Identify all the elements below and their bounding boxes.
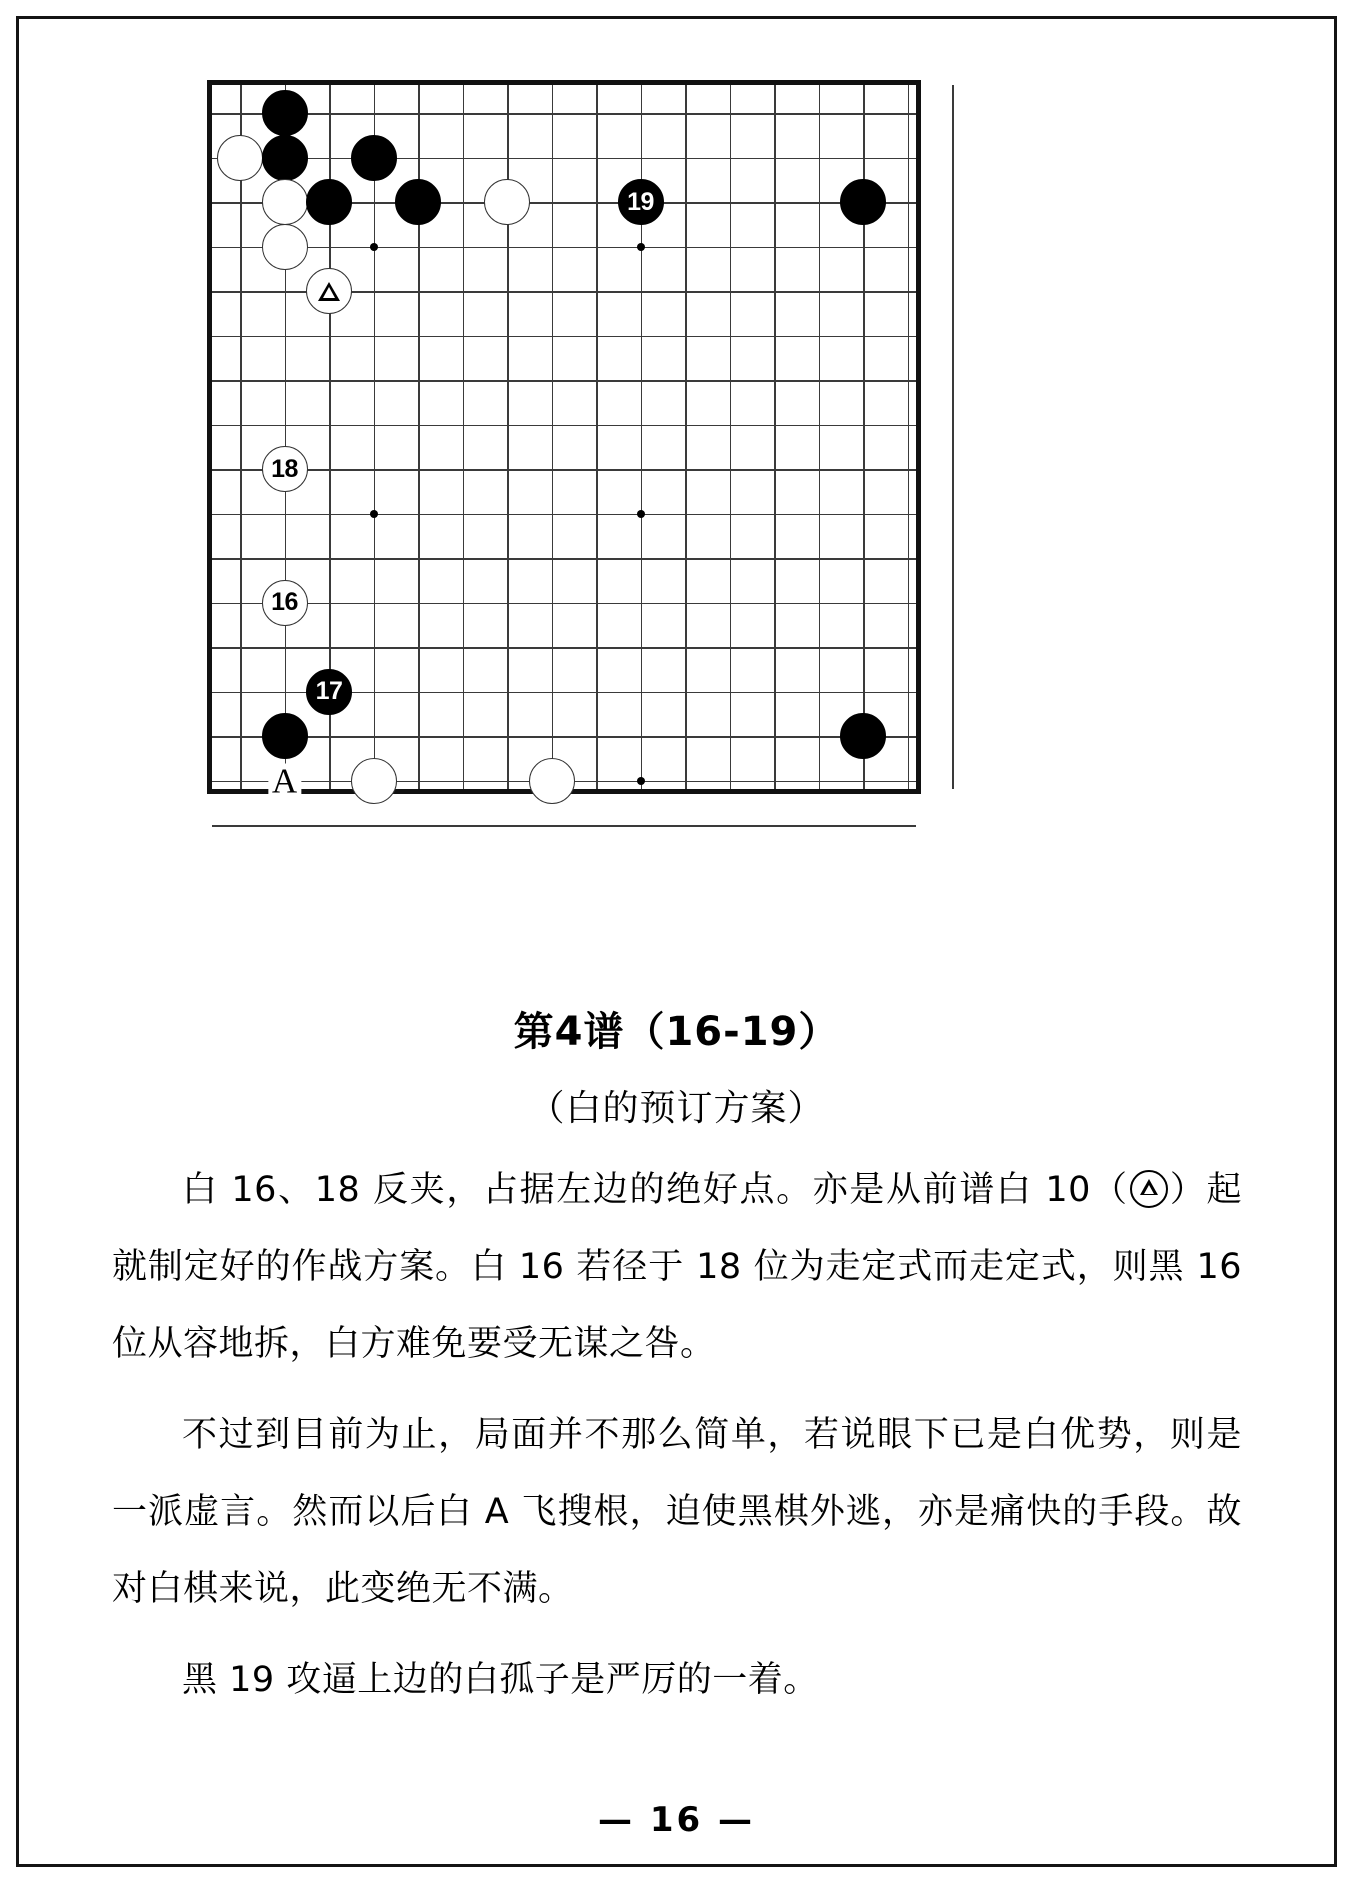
- grid-line-vertical: [463, 85, 465, 789]
- grid-line-vertical: [819, 85, 821, 789]
- star-point: [370, 510, 378, 518]
- stone-white[interactable]: [351, 758, 397, 804]
- star-point: [637, 243, 645, 251]
- stone-white[interactable]: [217, 135, 263, 181]
- stone-black[interactable]: [262, 90, 308, 136]
- grid-line-horizontal: [212, 736, 916, 738]
- inline-triangle-marker-icon: [1130, 1170, 1168, 1208]
- grid-line-horizontal: [212, 558, 916, 560]
- grid-line-horizontal: [212, 514, 916, 516]
- grid-line-vertical: [240, 85, 242, 789]
- commentary-text: [112, 1152, 1242, 1733]
- stone-white-move-16[interactable]: 16: [262, 580, 308, 626]
- grid-line-horizontal: [212, 247, 916, 249]
- stone-white-marked-triangle[interactable]: [306, 268, 352, 314]
- grid-line-horizontal: [212, 425, 916, 427]
- star-point: [370, 243, 378, 251]
- go-board[interactable]: [207, 80, 921, 800]
- go-board-diagram: [207, 80, 921, 800]
- grid-line-horizontal: [212, 647, 916, 649]
- grid-line-horizontal: [212, 380, 916, 382]
- stone-white[interactable]: [484, 179, 530, 225]
- stone-black[interactable]: [262, 135, 308, 181]
- grid-line-vertical: [730, 85, 732, 789]
- stone-black[interactable]: [262, 713, 308, 759]
- triangle-marker-icon: [318, 282, 340, 301]
- grid-line-horizontal: [212, 603, 916, 605]
- star-point: [637, 777, 645, 785]
- stone-black-move-19[interactable]: 19: [618, 179, 664, 225]
- diagram-caption: 第4谱（16-19）: [513, 1009, 840, 1055]
- stone-white[interactable]: [262, 179, 308, 225]
- commentary-paragraph: 白 16、18 反夹，占据左边的绝好点。亦是从前谱白 10（ ）起就制定好的作战方案。白 16 若径于 18 位为走定式而走定式，则黑 16 位从容地拆，白方难免要受无谋之咎。: [112, 1170, 1242, 1364]
- commentary-paragraph: 黑 19 攻逼上边的白孤子是严厉的一着。: [182, 1660, 819, 1700]
- grid-line-vertical: [952, 85, 954, 789]
- diagram-subcaption: （白的预订方案）: [528, 1088, 825, 1129]
- grid-line-vertical: [552, 85, 554, 789]
- board-point-label-a: A: [268, 763, 301, 798]
- stone-white[interactable]: [529, 758, 575, 804]
- grid-line-horizontal: [212, 113, 916, 115]
- commentary-paragraph: 不过到目前为止，局面并不那么简单，若说眼下已是白优势，则是一派虚言。然而以后白 A 飞搜根，迫使黑棋外逃，亦是痛快的手段。故对白棋来说，此变绝无不满。: [112, 1415, 1242, 1609]
- stone-black-move-17[interactable]: 17: [306, 669, 352, 715]
- grid-line-horizontal: [212, 825, 916, 827]
- grid-line-vertical: [685, 85, 687, 789]
- grid-line-vertical: [774, 85, 776, 789]
- stone-black[interactable]: [840, 713, 886, 759]
- grid-line-horizontal: [212, 158, 916, 160]
- stone-black[interactable]: [306, 179, 352, 225]
- grid-line-vertical: [374, 85, 376, 789]
- star-point: [637, 510, 645, 518]
- stone-black[interactable]: [351, 135, 397, 181]
- grid-line-vertical: [596, 85, 598, 789]
- grid-line-vertical: [908, 85, 910, 789]
- page-number: — 16 —: [598, 1800, 755, 1840]
- stone-black[interactable]: [395, 179, 441, 225]
- stone-black[interactable]: [840, 179, 886, 225]
- stone-white-move-18[interactable]: 18: [262, 446, 308, 492]
- stone-white[interactable]: [262, 224, 308, 270]
- grid-line-horizontal: [212, 336, 916, 338]
- grid-line-horizontal: [212, 469, 916, 471]
